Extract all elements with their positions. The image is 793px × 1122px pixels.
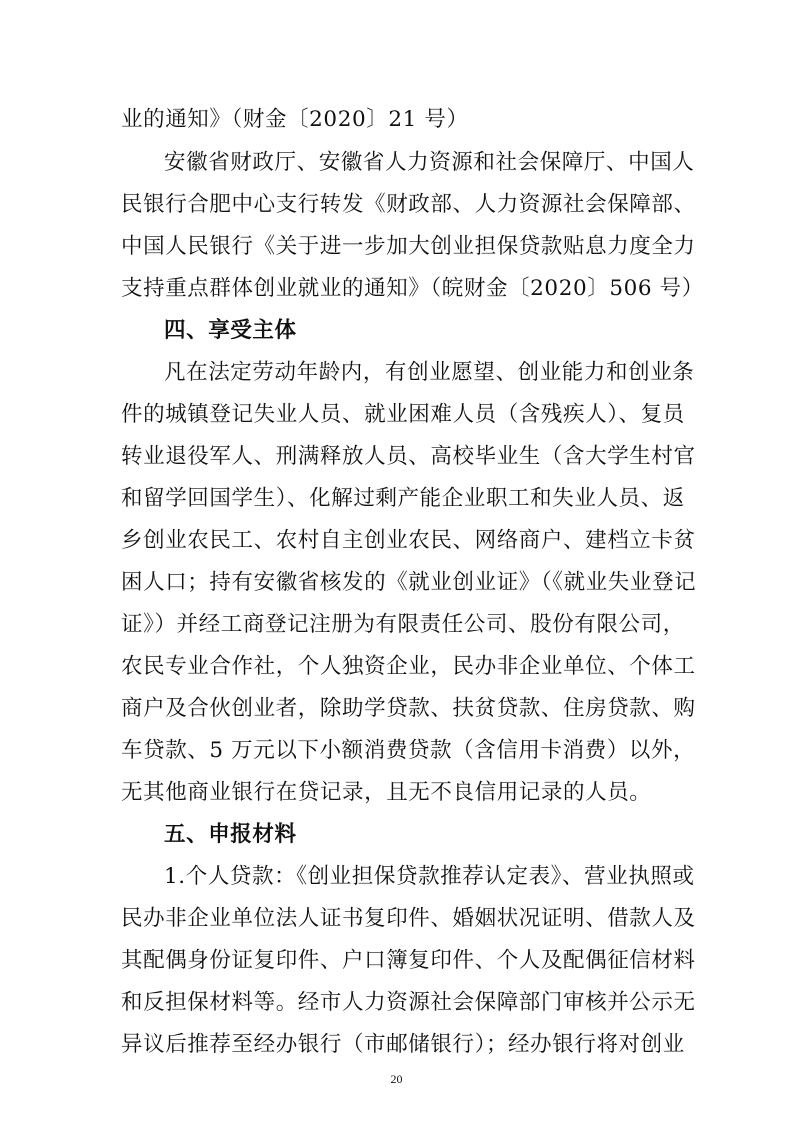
paragraph-line: 乡创业农民工、农村自主创业农民、网络商户、建档立卡贫 xyxy=(121,528,696,553)
paragraph-line: 转业退役军人、刑满释放人员、高校毕业生（含大学生村官 xyxy=(121,444,696,469)
paragraph-line: 件的城镇登记失业人员、就业困难人员（含残疾人）、复员 xyxy=(121,402,685,427)
paragraph-line: 其配偶身份证复印件、户口簿复印件、个人及配偶征信材料 xyxy=(121,948,696,973)
paragraph-line: 证》）并经工商登记注册为有限责任公司、股份有限公司， xyxy=(121,612,685,637)
paragraph-line: 支持重点群体创业就业的通知》（皖财金〔2020〕506 号） xyxy=(121,276,704,301)
paragraph-line: 民银行合肥中心支行转发《财政部、人力资源社会保障部、 xyxy=(121,192,696,217)
paragraph-line: 和留学回国学生）、化解过剩产能企业职工和失业人员、返 xyxy=(121,486,685,511)
paragraph-line: 业的通知》（财金〔2020〕21 号） xyxy=(121,107,469,132)
paragraph-line: 农民专业合作社，个人独资企业，民办非企业单位、个体工 xyxy=(121,654,696,679)
paragraph-line: 中国人民银行《关于进一步加大创业担保贷款贴息力度全力 xyxy=(121,234,696,259)
paragraph-line: 安徽省财政厅、安徽省人力资源和社会保障厅、中国人 xyxy=(164,150,695,175)
paragraph-line: 异议后推荐至经办银行（市邮储银行）；经办银行将对创业 xyxy=(121,1032,685,1057)
paragraph-line: 和反担保材料等。经市人力资源社会保障部门审核并公示无 xyxy=(121,990,696,1015)
paragraph-line: 无其他商业银行在贷记录，且无不良信用记录的人员。 xyxy=(121,780,652,805)
paragraph-line: 1.个人贷款：《创业担保贷款推荐认定表》、营业执照或 xyxy=(164,864,695,889)
paragraph-line: 民办非企业单位法人证书复印件、婚姻状况证明、借款人及 xyxy=(121,906,696,931)
paragraph-line: 车贷款、5 万元以下小额消费贷款（含信用卡消费）以外， xyxy=(121,738,696,763)
page-number: 20 xyxy=(390,1072,403,1086)
paragraph-line: 凡在法定劳动年龄内，有创业愿望、创业能力和创业条 xyxy=(164,360,695,385)
paragraph-line: 商户及合伙创业者，除助学贷款、扶贫贷款、住房贷款、购 xyxy=(121,696,696,721)
section-heading: 五、申报材料 xyxy=(164,822,297,847)
paragraph-line: 困人口；持有安徽省核发的《就业创业证》（《就业失业登记 xyxy=(121,570,697,595)
section-heading: 四、享受主体 xyxy=(164,318,297,343)
